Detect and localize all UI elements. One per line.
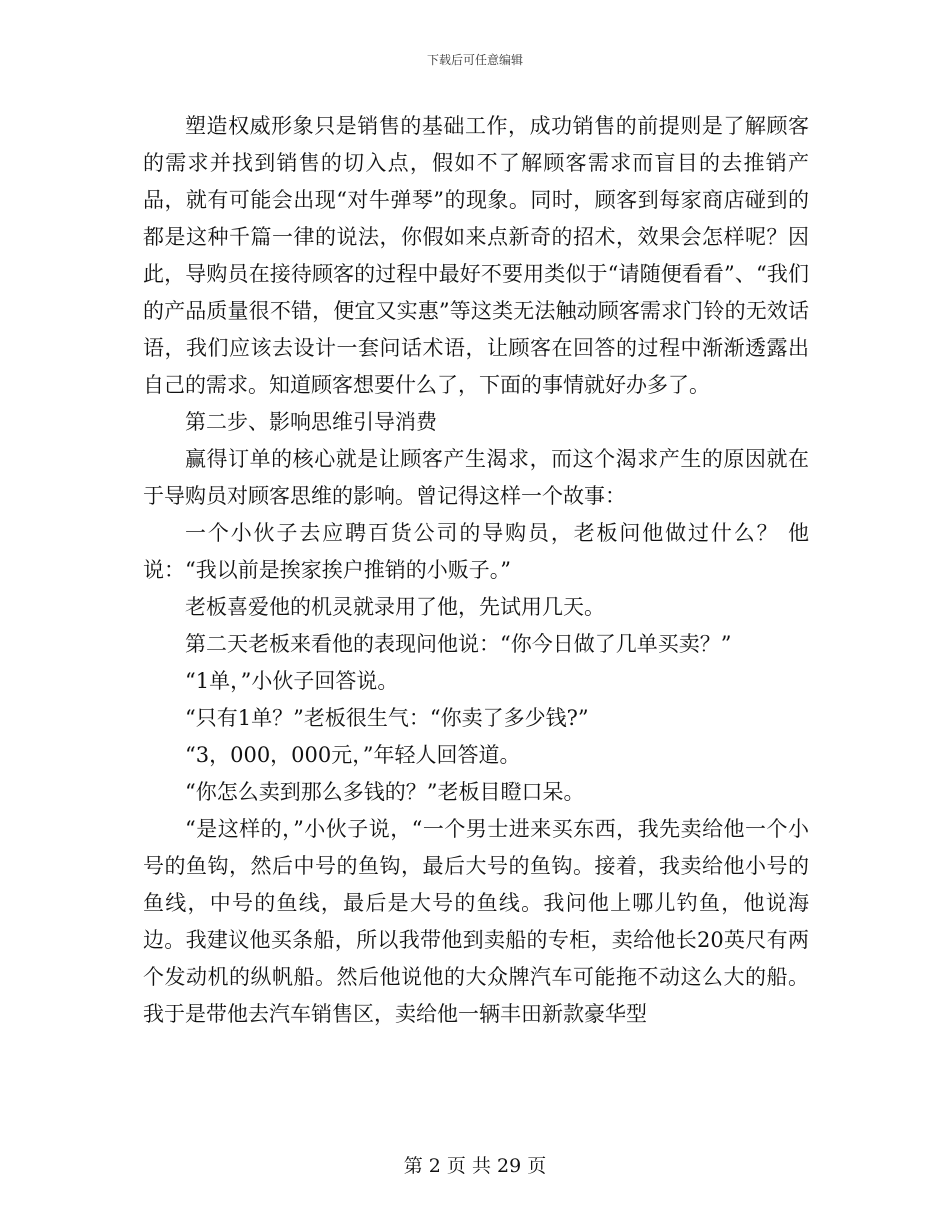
paragraph-explanation: “是这样的，”小伙子说，“一个男士进来买东西，我先卖给他一个小号的鱼钩，然后中号的鱼钩，最后大号的鱼钩。接着，我卖给他小号的鱼线，中号的鱼线，最后是大号的鱼线。我问他上哪儿钓鱼，他说海边。我建议他买条船，所以我带他到卖船的专柜，卖给他长20英尺有两个发动机的纵帆船。然后他说他的大众牌汽车可能拖不动这么大的船。我于是带他去汽车销售区，卖给他一辆丰田新款豪华型 [143,817,809,1026]
paragraph-boss-angry: “只有1单？”老板很生气：“你卖了多少钱?” [185,706,589,730]
page-header: 下载后可任意编辑 [426,53,523,67]
section-heading: 第二步、影响思维引导消费 [185,410,437,434]
paragraph-one-order: “1单，”小伙子回答说。 [185,669,399,693]
paragraph-boss-question: 第二天老板来看他的表现问他说：“你今日做了几单买卖？” [185,632,732,656]
paragraph-order-core: 赢得订单的核心就是让顾客产生渴求，而这个渴求产生的原因就在于导购员对顾客思维的影响。曾记得这样一个故事： [143,447,809,508]
document-body [143,108,809,1033]
paragraph-story-start: 一个小伙子去应聘百货公司的导购员，老板问他做过什么？ 他说：“我以前是挨家挨户推销的小贩子。” [143,521,809,582]
paragraph-hired: 老板喜爱他的机灵就录用了他，先试用几天。 [185,595,605,619]
paragraph-boss-stunned: “你怎么卖到那么多钱的？”老板目瞪口呆。 [185,780,585,804]
paragraph-intro: 塑造权威形象只是销售的基础工作，成功销售的前提则是了解顾客的需求并找到销售的切入点，假如不了解顾客需求而盲目的去推销产品，就有可能会出现“对牛弹琴”的现象。同时，顾客到每家商店碰到的都是这种千篇一律的说法，你假如来点新奇的招术，效果会怎样呢？因此，导购员在接待顾客的过程中最好不要用类似于“请随便看看”、“我们的产品质量很不错，便宜又实惠”等这类无法触动顾客需求门铃的无效话语，我们应该去设计一套问话术语，让顾客在回答的过程中渐渐透露出自己的需求。知道顾客想要什么了，下面的事情就好办多了。 [143,114,809,397]
page-number-footer: 第 2 页 共 29 页 [403,1155,547,1177]
paragraph-amount: “3，000，000元，”年轻人回答道。 [185,743,521,767]
